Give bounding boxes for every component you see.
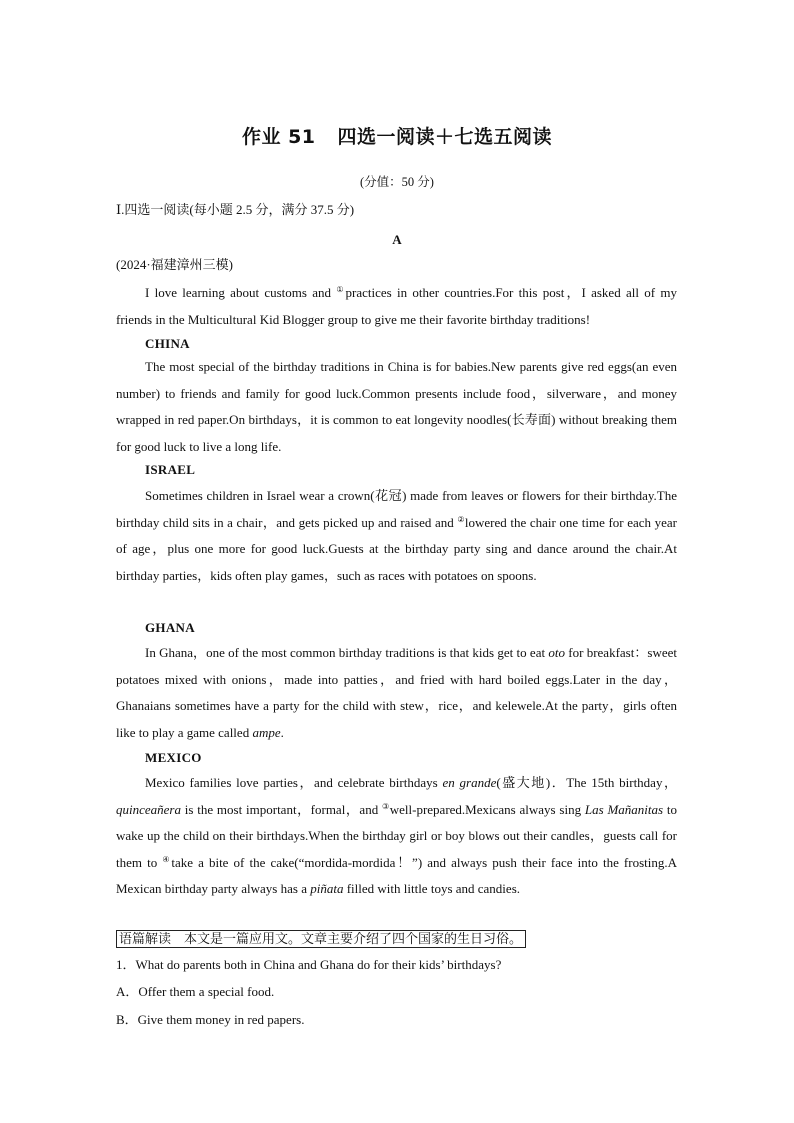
question-1-option-b: B．Give them money in red papers. (116, 1012, 305, 1027)
ghana-paragraph: In Ghana，one of the most common birthday traditions is that kids get to eat oto for breakfast：sweet potatoes mixed with onions，made into patties，and fried with hard boiled eggs.Later in the day，Ghanaians sometimes have a party for the child with stew，rice，and kelewele.At the party，girls often like to play a game called ampe. (116, 645, 677, 740)
term-quinceanera: quinceañera (116, 801, 181, 817)
china-paragraph: The most special of the birthday traditions in China is for babies.New parents give red eggs(an even number) to friends and family for good luck.Common presents include food，silverware，and money wrapped in red paper.On birthdays，it is common to eat longevity noodles(长寿面) without breaking them for good luck to live a long life. (116, 359, 677, 454)
question-1-stem: 1．What do parents both in China and Ghana do for their kids’ birthdays? (116, 957, 502, 972)
term-en-grande: en grande (442, 775, 497, 790)
heading-israel: ISRAEL (145, 462, 196, 477)
section-heading: Ⅰ.四选一阅读(每小题 2.5 分，满分 37.5 分) (116, 202, 355, 217)
marker-3: ③ (382, 801, 390, 811)
term-oto: oto (548, 645, 565, 660)
heading-china: CHINA (145, 336, 190, 351)
marker-2: ② (457, 514, 465, 524)
passage-analysis-box: 语篇解读 本文是一篇应用文。文章主要介绍了四个国家的生日习俗。 (116, 930, 526, 948)
heading-mexico: MEXICO (145, 750, 202, 765)
israel-paragraph: Sometimes children in Israel wear a crown(花冠) made from leaves or flowers for their birthday.The birthday child sits in a chair，and gets picked up and raised and ②lowered the chair one time for each year of age，plus one more for good luck.Guests at the birthday party sing and dance around the chair.At birthday parties，kids often play games，such as races with potatoes on spoons. (116, 488, 678, 583)
passage-letter: A (392, 232, 402, 247)
title-assignment-number: 作业 51 (241, 126, 316, 148)
score-note: (分值：50 分) (360, 175, 434, 189)
mexico-paragraph: Mexico families love parties，and celebrate birthdays en grande(盛大地)．The 15th birthday，quinceañera is the most important，formal，and ③well-prepared.Mexicans always sing Las Mañanitas to wake up the child on their birthdays.When the birthday girl or boy blows out their candles，guests call for them to ④take a bite of the cake(“mordida-mordida！”) and always push their face into the frosting.A Mexican birthday party always has a piñata filled with little toys and candies. (116, 775, 678, 897)
marker-1: ① (336, 285, 346, 294)
term-pinata: piñata (310, 881, 344, 897)
heading-ghana: GHANA (145, 620, 195, 635)
page-title (0, 122, 794, 149)
title-topic: 四选一阅读＋七选五阅读 (337, 126, 553, 148)
intro-paragraph: I love learning about customs and ①practices in other countries.For this post，I asked all of my friends in the Multicultural Kid Blogger group to give me their favorite birthday traditions! (116, 285, 678, 327)
question-1-option-a: A．Offer them a special food. (116, 984, 275, 999)
passage-source: (2024·福建漳州三模) (116, 257, 233, 272)
marker-4: ④ (162, 854, 172, 864)
term-las-mananitas: Las Mañanitas (584, 801, 664, 817)
term-ampe: ampe (252, 724, 281, 740)
